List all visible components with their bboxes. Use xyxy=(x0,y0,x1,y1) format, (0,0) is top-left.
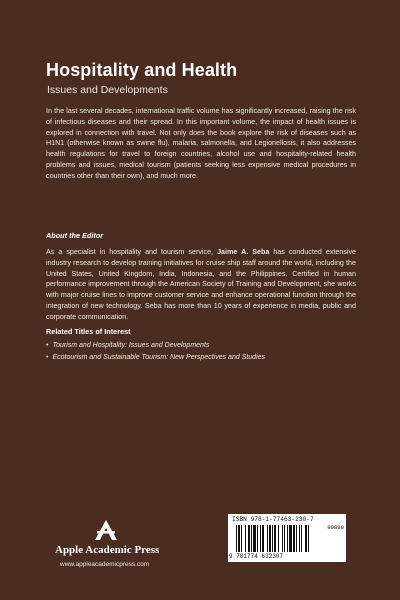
barcode-bars xyxy=(236,525,314,552)
isbn-barcode xyxy=(228,514,346,562)
barcode-bar xyxy=(284,525,285,552)
barcode-bar xyxy=(251,525,252,552)
related-title-item: • Tourism and Hospitality: Issues and Developments xyxy=(46,340,265,352)
barcode-bar xyxy=(305,525,307,552)
barcode-bar xyxy=(274,525,276,552)
related-title-item: • Ecotourism and Sustainable Tourism: New Perspectives and Studies xyxy=(46,352,265,364)
barcode-bar xyxy=(272,525,273,552)
barcode-bar xyxy=(260,525,261,552)
aap-logo-icon xyxy=(95,520,117,540)
barcode-bar xyxy=(299,525,300,552)
barcode-bar xyxy=(269,525,271,552)
editor-bio-intro: As a specialist in hospitality and tourism service, xyxy=(46,248,218,256)
barcode-bar xyxy=(289,525,292,552)
related-titles-list xyxy=(46,340,265,364)
book-description: In the last several decades, international traffic volume has significantly increased, raising the risk of infectious diseases and their spread. In this important volume, the impact of health issues is explored in connection with travel. Not only does the book explore the risk of diseases such as H1N1 (otherwise known as swine flu), malaria, salmonella, and Legionellosis, it also addresses health regulations for travel to foreign countries, alcohol use and hospitality-related health problems and issues, medical tourism (patients seeking less expensive medical procedures in countries other than their own), and much more. xyxy=(46,107,356,180)
barcode-bar xyxy=(262,525,264,552)
barcode-bar xyxy=(287,525,288,552)
barcode-addon: 90000 xyxy=(327,524,344,531)
barcode-number: 9 781774 632307 xyxy=(229,553,284,560)
publisher-name: Apple Academic Press xyxy=(55,544,160,556)
barcode-bar xyxy=(238,525,240,552)
barcode-bar xyxy=(282,525,283,552)
editor-bio xyxy=(46,247,356,323)
book-title: Hospitality and Health xyxy=(46,60,238,80)
barcode-bar xyxy=(301,525,302,552)
editor-name: Jaime A. Seba xyxy=(217,248,270,256)
barcode-bar xyxy=(241,525,242,552)
related-titles-heading: Related Titles of Interest xyxy=(46,327,131,336)
barcode-bar xyxy=(293,525,295,552)
editor-bio-details: has conducted extensive industry research to develop training initiatives for cruise ship staff around the world, including the United States, United Kingdom, India, Indonesia, and the Philippines. Certified in human performance improvement through the American Society of Training and Development, she works with major cruise lines to improve customer service and enhance operational function through the integration of new technology. Seba has more than 10 years of experience in media, public and corporate communication. xyxy=(46,248,356,321)
barcode-bar xyxy=(296,525,297,552)
barcode-bar xyxy=(308,525,309,552)
barcode-bar xyxy=(257,525,258,552)
barcode-bar xyxy=(245,525,246,552)
publisher-website: www.appleacademicpress.com xyxy=(60,561,150,568)
about-editor-heading: About the Editor xyxy=(46,231,104,240)
barcode-bar xyxy=(278,525,279,552)
book-subtitle: Issues and Developments xyxy=(47,84,168,96)
barcode-bar xyxy=(236,525,237,552)
barcode-bar xyxy=(248,525,250,552)
isbn-text: ISBN 978-1-77463-230-7 xyxy=(232,516,314,523)
barcode-bar xyxy=(267,525,268,552)
barcode-bar xyxy=(253,525,256,552)
